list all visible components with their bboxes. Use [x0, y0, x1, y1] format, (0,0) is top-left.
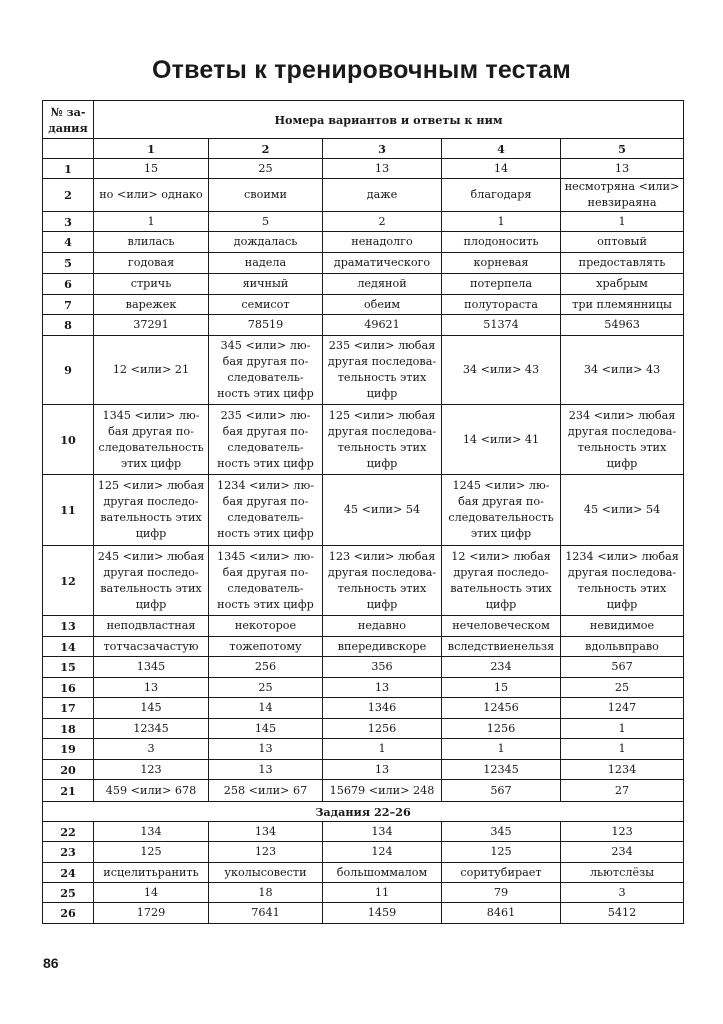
answer-cell: ледяной: [323, 274, 442, 295]
answer-cell: 13: [94, 678, 209, 698]
answer-cell: 1234 <или> лю- бая другая по- следователь- ность этих цифр: [209, 475, 323, 546]
table-row: [43, 698, 684, 719]
answer-cell: 14 <или> 41: [442, 405, 561, 475]
answer-cell: предоставлять: [561, 253, 684, 274]
answer-cell: 1: [561, 212, 684, 232]
answer-cell: 13: [209, 760, 323, 780]
answer-cell: 34 <или> 43: [442, 336, 561, 405]
answer-cell: 234 <или> любая другая последова- тельность этих цифр: [561, 405, 684, 475]
answer-cell: потерпела: [442, 274, 561, 295]
answer-cell: ненадолго: [323, 232, 442, 253]
answer-cell: 79: [442, 883, 561, 903]
answer-cell: 1: [94, 212, 209, 232]
answer-cell: 123: [561, 822, 684, 842]
variant-number: 3: [323, 139, 442, 159]
answer-cell: обеим: [323, 295, 442, 315]
table-row: [43, 883, 684, 903]
answer-cell: храбрым: [561, 274, 684, 295]
answer-cell: 14: [442, 159, 561, 179]
task-number: 10: [43, 405, 94, 475]
answer-cell: стричь: [94, 274, 209, 295]
answer-cell: оптовый: [561, 232, 684, 253]
answer-cell: 1345 <или> лю- бая другая по- следовательность этих цифр: [94, 405, 209, 475]
answer-cell: 13: [561, 159, 684, 179]
answer-cell: 235 <или> любая другая последова- тельность этих цифр: [323, 336, 442, 405]
answer-cell: 18: [209, 883, 323, 903]
table-row: [43, 405, 684, 475]
answer-cell: 1245 <или> лю- бая другая по- следовательность этих цифр: [442, 475, 561, 546]
answer-cell: 27: [561, 780, 684, 802]
answer-cell: 49621: [323, 315, 442, 336]
task-number: 15: [43, 657, 94, 678]
answer-cell: 1346: [323, 698, 442, 719]
answer-cell: даже: [323, 179, 442, 212]
answer-cell: 12345: [442, 760, 561, 780]
answers-body-a: [43, 159, 684, 802]
table-row: [43, 159, 684, 179]
answer-cell: 13: [209, 739, 323, 760]
table-row: [43, 822, 684, 842]
answer-cell: драматического: [323, 253, 442, 274]
answer-cell: 134: [323, 822, 442, 842]
answer-cell: тожепотому: [209, 637, 323, 657]
answer-cell: 235 <или> лю- бая другая по- следователь- ность этих цифр: [209, 405, 323, 475]
answer-cell: варежек: [94, 295, 209, 315]
answer-cell: 15679 <или> 248: [323, 780, 442, 802]
answer-cell: 45 <или> 54: [323, 475, 442, 546]
answer-cell: 245 <или> любая другая последо- вательность этих цифр: [94, 546, 209, 616]
answer-cell: 258 <или> 67: [209, 780, 323, 802]
table-row: [43, 253, 684, 274]
table-row: [43, 616, 684, 637]
answer-cell: нечеловеческом: [442, 616, 561, 637]
answer-cell: 25: [209, 678, 323, 698]
task-number: 21: [43, 780, 94, 802]
table-row: [43, 780, 684, 802]
answer-cell: влилась: [94, 232, 209, 253]
header-variants: Номера вариантов и ответы к ним: [94, 101, 684, 139]
table-row: [43, 336, 684, 405]
task-number: 14: [43, 637, 94, 657]
answer-cell: 1: [561, 739, 684, 760]
task-number: 8: [43, 315, 94, 336]
task-number: 17: [43, 698, 94, 719]
task-number: 16: [43, 678, 94, 698]
page-number: 86: [43, 955, 59, 971]
answer-cell: 1: [561, 719, 684, 739]
answer-cell: яичный: [209, 274, 323, 295]
answer-cell: 3: [561, 883, 684, 903]
answer-cell: вследствиенельзя: [442, 637, 561, 657]
task-number: 26: [43, 903, 94, 924]
answer-cell: уколысовести: [209, 863, 323, 883]
answer-cell: 1: [442, 739, 561, 760]
answer-cell: семисот: [209, 295, 323, 315]
task-number: 23: [43, 842, 94, 863]
answer-cell: 15: [442, 678, 561, 698]
answer-cell: неподвластная: [94, 616, 209, 637]
table-row: [43, 863, 684, 883]
table-row: [43, 232, 684, 253]
table-row: [43, 678, 684, 698]
table-row: [43, 295, 684, 315]
task-number: 20: [43, 760, 94, 780]
answer-cell: 25: [209, 159, 323, 179]
answer-cell: но <или> однако: [94, 179, 209, 212]
table-row: [43, 179, 684, 212]
answer-cell: 5: [209, 212, 323, 232]
task-number: 7: [43, 295, 94, 315]
task-number: 22: [43, 822, 94, 842]
answer-cell: надела: [209, 253, 323, 274]
header-task-number: [43, 101, 94, 139]
table-row: [43, 315, 684, 336]
answer-cell: 2: [323, 212, 442, 232]
answers-body-b: [43, 822, 684, 924]
task-number: 13: [43, 616, 94, 637]
answer-cell: 14: [209, 698, 323, 719]
variant-number: 2: [209, 139, 323, 159]
task-number: 4: [43, 232, 94, 253]
answer-cell: годовая: [94, 253, 209, 274]
answer-cell: 25: [561, 678, 684, 698]
table-row: [43, 760, 684, 780]
answer-cell: 567: [442, 780, 561, 802]
answers-table: [42, 100, 684, 924]
table-row: [43, 546, 684, 616]
answer-cell: 78519: [209, 315, 323, 336]
variant-number: 1: [94, 139, 209, 159]
answer-cell: благодаря: [442, 179, 561, 212]
answer-cell: 1345 <или> лю- бая другая по- следователь- ность этих цифр: [209, 546, 323, 616]
answer-cell: 51374: [442, 315, 561, 336]
answer-cell: 54963: [561, 315, 684, 336]
answer-cell: 8461: [442, 903, 561, 924]
answer-cell: некоторое: [209, 616, 323, 637]
task-number: 2: [43, 179, 94, 212]
answer-cell: 134: [94, 822, 209, 842]
answer-cell: 125 <или> любая другая последова- тельность этих цифр: [323, 405, 442, 475]
table-row: [43, 657, 684, 678]
answer-cell: 124: [323, 842, 442, 863]
answer-cell: 356: [323, 657, 442, 678]
answer-cell: 145: [94, 698, 209, 719]
answer-cell: 12456: [442, 698, 561, 719]
answer-cell: 5412: [561, 903, 684, 924]
answer-cell: 12 <или> 21: [94, 336, 209, 405]
answer-cell: 123: [94, 760, 209, 780]
answer-cell: 145: [209, 719, 323, 739]
answer-cell: большоммалом: [323, 863, 442, 883]
table-row: [43, 903, 684, 924]
answer-cell: невидимое: [561, 616, 684, 637]
answer-cell: исцелитьранить: [94, 863, 209, 883]
answer-cell: впередивскоре: [323, 637, 442, 657]
answer-cell: 134: [209, 822, 323, 842]
task-number: 5: [43, 253, 94, 274]
answer-cell: соритубирает: [442, 863, 561, 883]
answer-cell: 123 <или> любая другая последова- тельность этих цифр: [323, 546, 442, 616]
answer-cell: дождалась: [209, 232, 323, 253]
task-number: 18: [43, 719, 94, 739]
answer-cell: своими: [209, 179, 323, 212]
answer-cell: 34 <или> 43: [561, 336, 684, 405]
table-row: [43, 719, 684, 739]
answer-cell: 125: [94, 842, 209, 863]
answer-cell: 7641: [209, 903, 323, 924]
answer-cell: 13: [323, 159, 442, 179]
answer-cell: 12345: [94, 719, 209, 739]
section-label: Задания 22–26: [43, 802, 684, 822]
answer-cell: 1256: [442, 719, 561, 739]
answer-cell: плодоносить: [442, 232, 561, 253]
answer-cell: тотчасзачастую: [94, 637, 209, 657]
header-task-text: № за- дания: [48, 104, 88, 135]
answer-cell: 12 <или> любая другая последо- вательность этих цифр: [442, 546, 561, 616]
answer-cell: 13: [323, 760, 442, 780]
task-number: 25: [43, 883, 94, 903]
table-row: [43, 842, 684, 863]
answer-cell: вдольвправо: [561, 637, 684, 657]
answer-cell: 567: [561, 657, 684, 678]
answer-cell: 14: [94, 883, 209, 903]
answer-cell: льютслёзы: [561, 863, 684, 883]
answer-cell: 1: [442, 212, 561, 232]
answer-cell: 1729: [94, 903, 209, 924]
answer-cell: 15: [94, 159, 209, 179]
answer-cell: 234: [561, 842, 684, 863]
answer-cell: 125 <или> любая другая последо- вательность этих цифр: [94, 475, 209, 546]
task-number: 3: [43, 212, 94, 232]
task-number: 6: [43, 274, 94, 295]
task-number: 19: [43, 739, 94, 760]
answer-cell: 1345: [94, 657, 209, 678]
answer-cell: 234: [442, 657, 561, 678]
task-number: 9: [43, 336, 94, 405]
answer-cell: 125: [442, 842, 561, 863]
answer-cell: 1256: [323, 719, 442, 739]
answer-cell: 13: [323, 678, 442, 698]
answer-cell: 123: [209, 842, 323, 863]
answer-cell: 1234: [561, 760, 684, 780]
table-row: [43, 475, 684, 546]
answer-cell: 256: [209, 657, 323, 678]
answer-cell: 1234 <или> любая другая последова- тельность этих цифр: [561, 546, 684, 616]
variant-numbers-row: [43, 139, 684, 159]
answer-cell: 11: [323, 883, 442, 903]
answer-cell: недавно: [323, 616, 442, 637]
variant-number: 4: [442, 139, 561, 159]
answer-cell: 3: [94, 739, 209, 760]
table-row: [43, 212, 684, 232]
answer-cell: 459 <или> 678: [94, 780, 209, 802]
answer-cell: 37291: [94, 315, 209, 336]
answer-cell: 45 <или> 54: [561, 475, 684, 546]
table-row: [43, 637, 684, 657]
page-title: Ответы к тренировочным тестам: [152, 56, 571, 84]
table-row: [43, 274, 684, 295]
answer-cell: корневая: [442, 253, 561, 274]
answer-cell: 1247: [561, 698, 684, 719]
answer-cell: 345: [442, 822, 561, 842]
task-number: 11: [43, 475, 94, 546]
answer-cell: 1459: [323, 903, 442, 924]
variant-number: 5: [561, 139, 684, 159]
answer-cell: 345 <или> лю- бая другая по- следователь- ность этих цифр: [209, 336, 323, 405]
answer-cell: несмотряна <или> невзираяна: [561, 179, 684, 212]
task-number: 24: [43, 863, 94, 883]
answer-cell: полутораста: [442, 295, 561, 315]
answer-cell: три племянницы: [561, 295, 684, 315]
table-row: [43, 739, 684, 760]
answer-cell: 1: [323, 739, 442, 760]
task-number: 1: [43, 159, 94, 179]
task-number: 12: [43, 546, 94, 616]
